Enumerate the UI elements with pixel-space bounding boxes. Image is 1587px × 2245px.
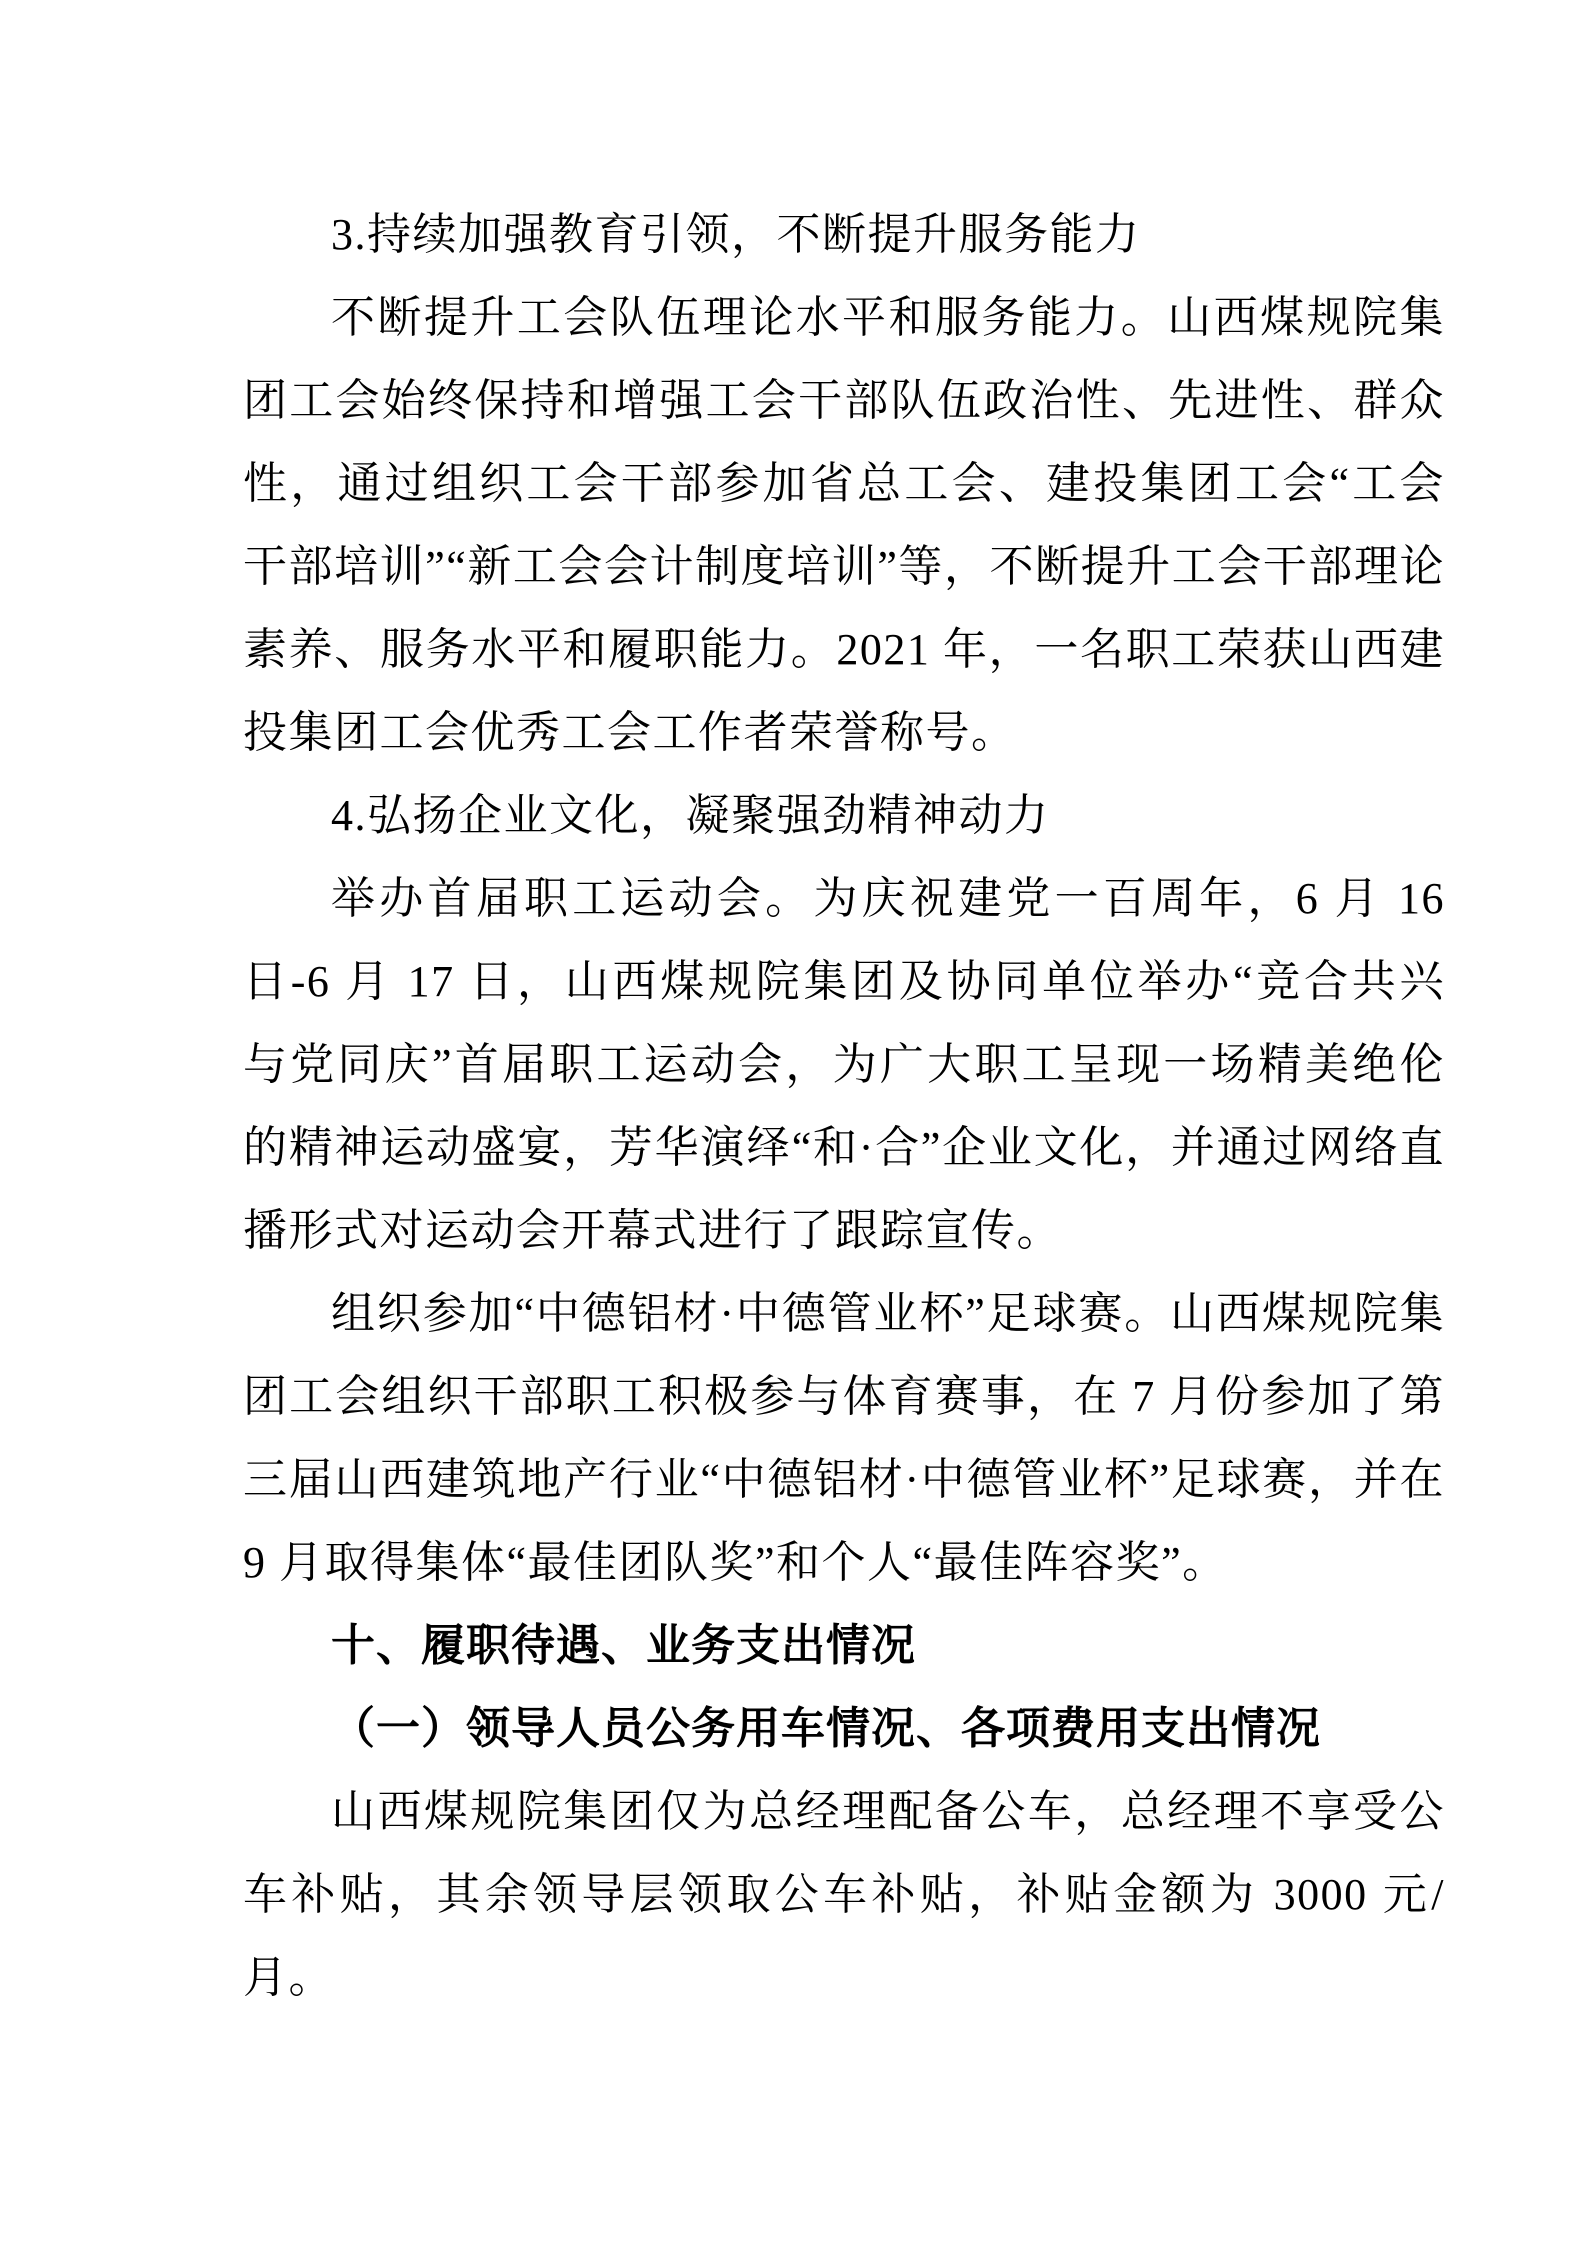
paragraph-sub-heading: （一）领导人员公务用车情况、各项费用支出情况 — [331, 1704, 1321, 1753]
document-body — [243, 193, 1445, 2019]
paragraph-section-heading: 十、履职待遇、业务支出情况 — [331, 1621, 916, 1670]
paragraph-numbered-heading: 3.持续加强教育引领，不断提升服务能力 — [331, 210, 1141, 259]
paragraph-body: 山西煤规院集团仅为总经理配备公车，总经理不享受公车补贴，其余领导层领取公车补贴，补贴金额为 3000 元/月。 — [243, 1787, 1445, 2002]
paragraph-numbered-heading: 4.弘扬企业文化，凝聚强劲精神动力 — [331, 791, 1050, 840]
paragraph-body: 举办首届职工运动会。为庆祝建党一百周年，6 月 16 日-6 月 17 日，山西煤规院集团及协同单位举办“竞合共兴 与党同庆”首届职工运动会，为广大职工呈现一场精美绝伦的精神运动盛宴，芳华演绎“和·合”企业文化，并通过网络直播形式对运动会开幕式进行了跟踪宣传。 — [243, 874, 1445, 1255]
paragraph-body: 不断提升工会队伍理论水平和服务能力。山西煤规院集团工会始终保持和增强工会干部队伍政治性、先进性、群众性，通过组织工会干部参加省总工会、建投集团工会“工会干部培训”“新工会会计制度培训”等，不断提升工会干部理论素养、服务水平和履职能力。2021 年，一名职工荣获山西建投集团工会优秀工会工作者荣誉称号。 — [243, 293, 1445, 757]
paragraph-body: 组织参加“中德铝材·中德管业杯”足球赛。山西煤规院集团工会组织干部职工积极参与体育赛事，在 7 月份参加了第三届山西建筑地产行业“中德铝材·中德管业杯”足球赛，并在 9 月取得集体“最佳团队奖”和个人“最佳阵容奖”。 — [243, 1289, 1445, 1587]
